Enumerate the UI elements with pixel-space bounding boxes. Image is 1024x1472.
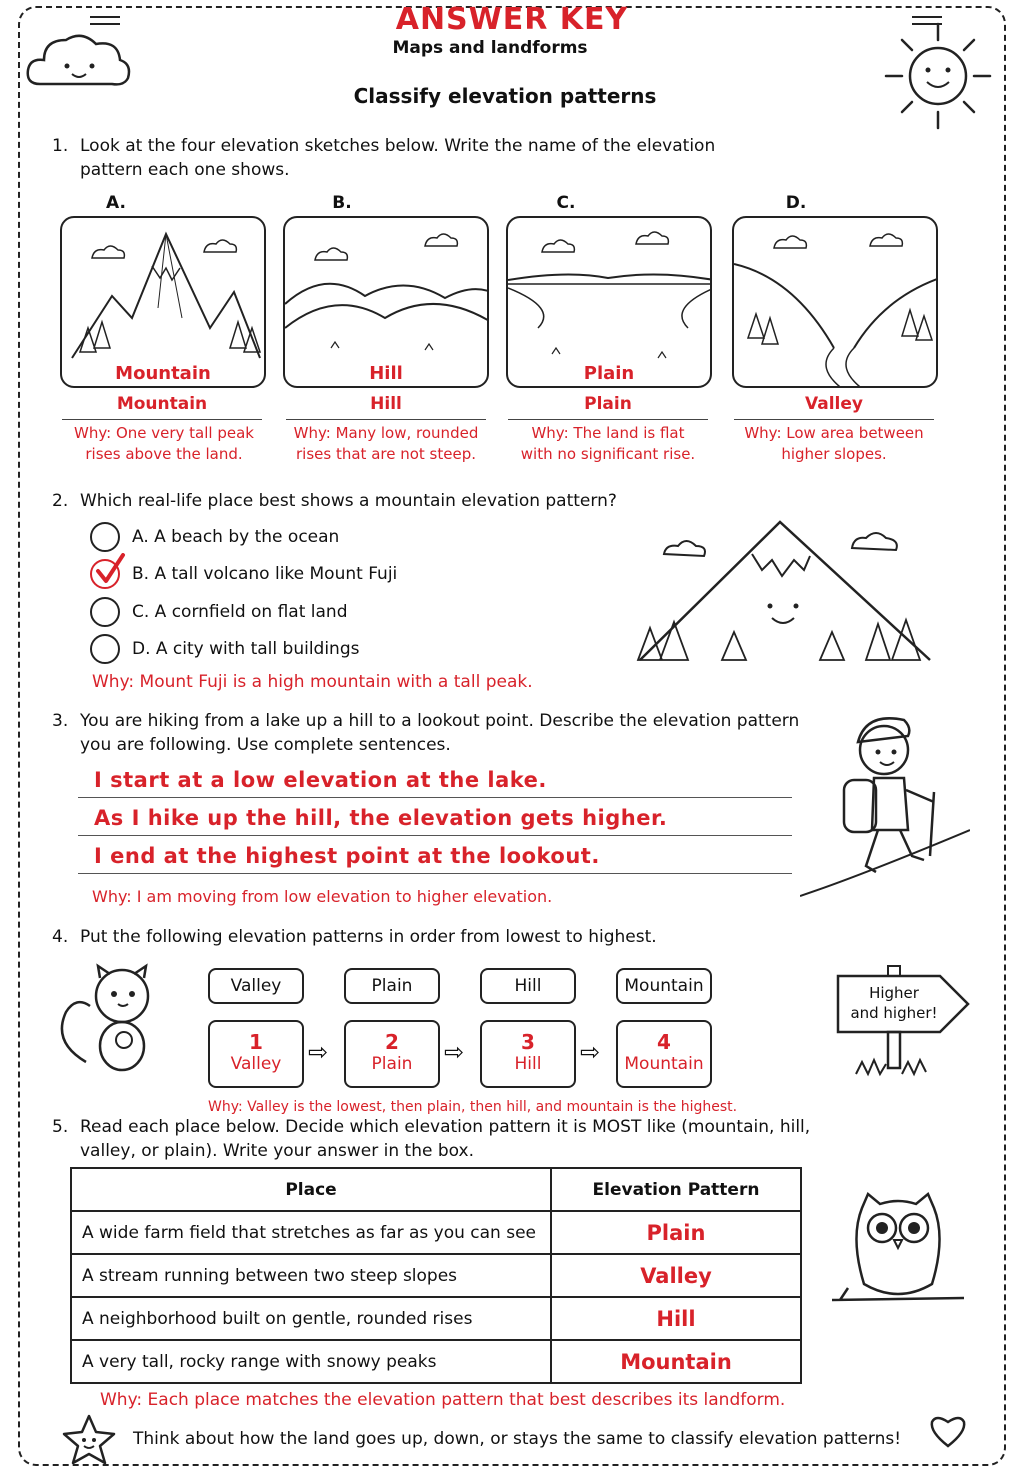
panel-a-letter: A. [106,193,126,213]
panel-d-why-line2: higher slopes. [781,445,887,463]
q5-table [70,1167,802,1384]
arrow-right-icon: ⇨ [308,1038,329,1066]
q4-order-box-2 [344,1020,440,1088]
q2-option-a[interactable] [90,521,339,553]
table-row [71,1254,801,1297]
q4-number: 4. [52,927,69,947]
q4-order-num-1: 1 [249,1030,263,1054]
q2-number: 2. [52,491,69,511]
q5-why: Why: Each place matches the elevation pattern that best describes its landform. [100,1390,786,1410]
panel-a-label: Mountain [115,363,211,384]
q3-answer-line-1: I start at a low elevation at the lake. [78,762,792,798]
panel-a-why-line2: rises above the land. [85,445,243,463]
panel-d-valley [732,216,938,388]
q4-word-plain: Plain [344,968,440,1004]
q2-option-d-label: D. A city with tall buildings [132,639,360,659]
footer-text: Think about how the land goes up, down, or stays the same to classify elevation patterns! [133,1429,902,1449]
q2-option-a-label: A. A beach by the ocean [132,527,340,547]
radio-circle-icon[interactable] [90,522,120,552]
q4-word-valley: Valley [208,968,304,1004]
q4-word-hill: Hill [480,968,576,1004]
hiker-boy-icon [800,706,970,906]
col-header-place: Place [71,1168,551,1211]
panel-b-label: Hill [369,363,403,384]
q3-text-line1: You are hiking from a lake up a hill to a lookout point. Describe the elevation pattern [80,711,800,731]
answer-cell[interactable]: Hill [551,1297,801,1340]
q3-answer-line-3: I end at the highest point at the lookout. [78,838,792,874]
smiling-mountain-icon [630,514,936,666]
q3-answer-line-2: As I hike up the hill, the elevation gets higher. [78,800,792,836]
panel-c-plain [506,216,712,388]
radio-circle-checked-icon[interactable] [90,559,120,589]
answer-cell[interactable]: Mountain [551,1340,801,1383]
q1-number: 1. [52,136,69,156]
q3-text-line2: you are following. Use complete sentences. [80,735,451,755]
panel-c-why-line1: Why: The land is flat [531,424,685,442]
radio-circle-icon[interactable] [90,597,120,627]
q4-order-label-4: Mountain [624,1054,704,1074]
q1-text-line1: Look at the four elevation sketches below. Write the name of the elevation [80,136,716,156]
valley-sketch-icon [734,218,938,388]
q2-option-b-label: B. A tall volcano like Mount Fuji [132,564,398,584]
q3-number: 3. [52,711,69,731]
q2-option-c[interactable] [90,596,348,628]
answer-cell[interactable]: Plain [551,1211,801,1254]
q4-order-box-1 [208,1020,304,1088]
smiling-star-icon [60,1412,118,1466]
page-subtitle: Maps and landforms [392,38,588,58]
check-mark-icon [93,553,127,587]
panel-c-why-line2: with no significant rise. [520,445,696,463]
place-cell: A wide farm field that stretches as far as you can see [71,1211,551,1254]
section-title: Classify elevation patterns [353,84,657,108]
q4-order-num-2: 2 [385,1030,399,1054]
q4-order-label-2: Plain [371,1054,413,1074]
panel-b-why-line1: Why: Many low, rounded [293,424,479,442]
col-header-pattern: Elevation Pattern [551,1168,801,1211]
table-row [71,1340,801,1383]
panel-b-letter: B. [332,193,352,213]
panel-a-why-line1: Why: One very tall peak [74,424,254,442]
q4-word-mountain: Mountain [616,968,712,1004]
panel-a-mountain [60,216,266,388]
q4-order-num-3: 3 [521,1030,535,1054]
table-row [71,1211,801,1254]
q2-option-c-label: C. A cornfield on flat land [132,602,348,622]
q4-why: Why: Valley is the lowest, then plain, then hill, and mountain is the highest. [208,1099,738,1115]
q4-order-box-3 [480,1020,576,1088]
q3-why: Why: I am moving from low elevation to higher elevation. [92,887,553,906]
owl-icon [828,1188,968,1318]
q1-text-line2: pattern each one shows. [80,160,290,180]
q4-order-label-3: Hill [514,1054,542,1074]
q5-text-line2: valley, or plain). Write your answer in the box. [80,1141,474,1161]
q4-text: Put the following elevation patterns in order from lowest to highest. [80,927,657,947]
place-cell: A stream running between two steep slopes [71,1254,551,1297]
panel-d-why-line1: Why: Low area between [744,424,924,442]
panel-d-letter: D. [785,193,807,213]
panel-c-label: Plain [583,363,635,384]
squirrel-icon [56,962,166,1076]
q2-option-d[interactable] [90,633,359,665]
q2-option-b[interactable] [90,558,397,590]
arrow-right-icon: ⇨ [444,1038,465,1066]
q5-number: 5. [52,1117,69,1137]
page-title: ANSWER KEY [395,2,629,37]
sign-text-line2: and higher! [850,1004,938,1022]
panel-b-why-line2: rises that are not steep. [296,445,476,463]
panel-b-answer: Hill [286,394,486,420]
q5-text-line1: Read each place below. Decide which elevation pattern it is MOST like (mountain, hill, [80,1117,811,1137]
panel-c-answer: Plain [508,394,708,420]
table-row [71,1297,801,1340]
heart-icon [928,1412,968,1450]
sign-text-line1: Higher [869,984,919,1002]
q4-order-label-1: Valley [230,1054,282,1074]
panel-d-answer: Valley [734,394,934,420]
panel-a-answer: Mountain [62,394,262,420]
place-cell: A very tall, rocky range with snowy peaks [71,1340,551,1383]
q2-text: Which real-life place best shows a mountain elevation pattern? [80,491,617,511]
arrow-right-icon: ⇨ [580,1038,601,1066]
table-header-row [71,1168,801,1211]
place-cell: A neighborhood built on gentle, rounded rises [71,1297,551,1340]
signpost-icon [832,962,974,1082]
q4-order-num-4: 4 [657,1030,671,1054]
panel-b-hill [283,216,489,388]
radio-circle-icon[interactable] [90,634,120,664]
q2-why: Why: Mount Fuji is a high mountain with a tall peak. [92,672,533,692]
panel-c-letter: C. [556,193,576,213]
answer-cell[interactable]: Valley [551,1254,801,1297]
q4-order-box-4 [616,1020,712,1088]
